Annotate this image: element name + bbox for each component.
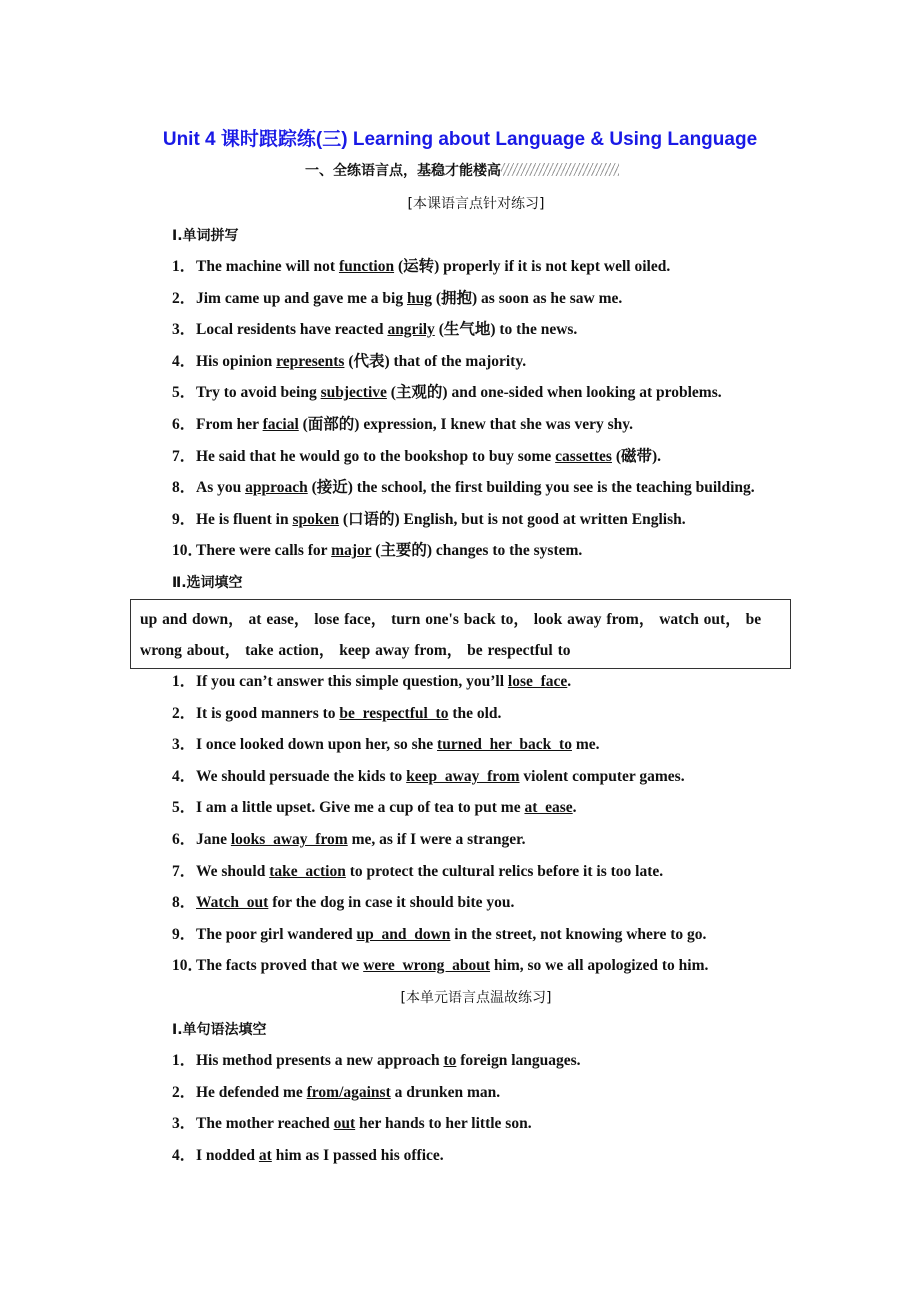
item-answer: looks away from <box>230 830 348 848</box>
exercise-item <box>172 830 812 862</box>
item-number: 1． <box>172 673 196 690</box>
item-text: (口语的) English, but is not good at written English. <box>338 510 686 528</box>
item-text: (运转) properly if it is not kept well oiled. <box>394 258 671 275</box>
item-text: If you can’t answer this simple question, you’ll <box>196 673 508 690</box>
item-number: 2． <box>172 704 196 722</box>
item-number: 4． <box>172 1146 196 1164</box>
item-answer: keep away from <box>406 767 520 785</box>
item-answer: take action <box>269 862 346 880</box>
item-text: He said that he would go to the bookshop to buy some <box>196 447 556 465</box>
item-text: The poor girl wandered <box>196 925 357 943</box>
item-text: (拥抱) as soon as he saw me. <box>431 289 623 307</box>
item-text: me, as if I were a stranger. <box>347 830 526 848</box>
part-heading <box>305 160 619 180</box>
item-answer: at ease <box>524 799 573 817</box>
exercise-item <box>172 541 812 573</box>
item-number: 9． <box>172 925 196 943</box>
item-number: 3． <box>172 1115 196 1133</box>
exercise-item <box>172 289 812 321</box>
exercise-item <box>172 415 812 447</box>
item-answer: were wrong about <box>363 957 491 975</box>
exercise-item <box>172 956 812 988</box>
item-text: a drunken man. <box>390 1083 501 1101</box>
item-text: (接近) the school, the first building you see is the teaching building. <box>307 479 755 497</box>
exercise-item <box>172 510 812 542</box>
item-answer: cassettes <box>555 447 612 465</box>
item-number: 1． <box>172 1052 196 1069</box>
item-text: The mother reached <box>196 1115 334 1133</box>
exercise-item <box>172 1146 812 1178</box>
item-answer: from/against <box>306 1083 391 1101</box>
subsection-label-2: [本单元语言点温故练习] <box>400 990 552 1006</box>
item-answer: at <box>258 1146 272 1164</box>
exercise-item <box>172 447 812 479</box>
item-number: 2． <box>172 1083 196 1101</box>
item-text: He is fluent in <box>196 510 293 528</box>
subsection-label-1: [本课语言点针对练习] <box>407 196 545 212</box>
item-text: for the dog in case it should bite you. <box>268 894 515 912</box>
item-answer: to <box>443 1052 457 1069</box>
item-text: The facts proved that we <box>196 957 364 975</box>
item-number: 8． <box>172 479 196 497</box>
item-answer: angrily <box>387 321 435 339</box>
phrase-bank-box <box>130 599 791 669</box>
item-number: 3． <box>172 736 196 754</box>
item-text: (磁带). <box>611 447 662 465</box>
item-text: There were calls for <box>196 542 332 560</box>
section-heading-phrase-fill: Ⅱ.选词填空 <box>172 575 243 591</box>
item-text: (主观的) and one-sided when looking at problems. <box>386 384 722 402</box>
item-answer: Watch out <box>196 894 269 912</box>
item-text: I nodded <box>196 1146 259 1164</box>
item-answer: up and down <box>356 925 451 943</box>
hatch-decoration <box>501 163 619 176</box>
item-answer: facial <box>262 415 299 433</box>
item-number: 8． <box>172 894 196 912</box>
item-text: Local residents have reacted <box>196 321 388 339</box>
exercise-item <box>172 798 812 830</box>
item-text: me. <box>571 736 600 754</box>
item-text: (生气地) to the news. <box>434 321 578 339</box>
item-number: 6． <box>172 830 196 848</box>
exercise-item <box>172 1083 812 1115</box>
item-answer: hug <box>406 289 432 307</box>
item-text: From her <box>196 415 263 433</box>
item-text: We should persuade the kids to <box>196 767 407 785</box>
item-text: I once looked down upon her, so she <box>196 736 438 754</box>
item-text: I am a little upset. Give me a cup of tea to put me <box>196 799 525 817</box>
exercise-item <box>172 735 812 767</box>
item-number: 2． <box>172 289 196 307</box>
item-answer: be respectful to <box>339 704 449 722</box>
item-text: foreign languages. <box>456 1052 581 1069</box>
phrase-bank-line-2: wrong about， take action， keep away from， be respectful to <box>140 642 571 659</box>
item-number: 4． <box>172 352 196 370</box>
item-text: the old. <box>448 704 502 722</box>
section-heading-spelling: Ⅰ.单词拼写 <box>172 228 239 244</box>
section-heading-grammar-fill: Ⅰ.单句语法填空 <box>172 1022 267 1038</box>
item-number: 3． <box>172 321 196 339</box>
item-number: 7． <box>172 862 196 880</box>
item-number: 5． <box>172 384 196 402</box>
part-heading-text: 一、全练语言点，基稳才能楼高 <box>305 163 501 179</box>
item-text: He defended me <box>196 1083 307 1101</box>
item-answer: major <box>331 542 372 560</box>
item-text: Jane <box>196 830 231 848</box>
item-number: 1． <box>172 258 196 275</box>
exercise-item <box>172 478 812 510</box>
exercise-item <box>172 704 812 736</box>
exercise-item <box>172 320 812 352</box>
exercise-item <box>172 1114 812 1146</box>
item-number: 4． <box>172 767 196 785</box>
item-text: (主要的) changes to the system. <box>371 542 583 560</box>
exercise-item <box>172 1051 812 1083</box>
item-answer: function <box>338 258 395 275</box>
spelling-list <box>172 257 812 573</box>
item-text: Try to avoid being <box>196 384 321 402</box>
item-text: Jim came up and gave me a big <box>196 289 407 307</box>
item-number: 10． <box>172 542 204 560</box>
phrase-fill-list <box>172 672 812 988</box>
item-number: 9． <box>172 510 196 528</box>
item-answer: represents <box>276 352 345 370</box>
exercise-item <box>172 383 812 415</box>
item-answer: turned her back to <box>437 736 572 754</box>
grammar-fill-list <box>172 1051 812 1177</box>
exercise-item <box>172 893 812 925</box>
item-text: His opinion <box>196 352 277 370</box>
item-text: . <box>572 799 577 817</box>
phrase-bank-line-1: up and down， at ease， lose face， turn one's back to， look away from， watch out， be <box>140 611 762 628</box>
item-answer: spoken <box>292 510 339 528</box>
document-title: Unit 4 课时跟踪练(三) Learning about Language & Using Language <box>162 129 758 150</box>
item-answer: approach <box>245 479 308 497</box>
exercise-item <box>172 352 812 384</box>
item-text: . <box>567 673 572 690</box>
item-text: in the street, not knowing where to go. <box>450 925 707 943</box>
item-text: His method presents a new approach <box>196 1052 444 1069</box>
item-number: 5． <box>172 799 196 817</box>
item-text: We should <box>196 862 270 880</box>
item-number: 6． <box>172 415 196 433</box>
item-text: The machine will not <box>196 258 339 275</box>
exercise-item <box>172 925 812 957</box>
item-text: him as I passed his office. <box>271 1146 444 1164</box>
exercise-item <box>172 862 812 894</box>
item-answer: out <box>333 1115 356 1133</box>
item-text: him, so we all apologized to him. <box>490 957 709 975</box>
exercise-item <box>172 672 812 704</box>
item-text: (代表) that of the majority. <box>344 352 527 370</box>
item-answer: lose face <box>507 673 568 690</box>
exercise-item <box>172 257 812 289</box>
item-text: It is good manners to <box>196 704 340 722</box>
item-text: to protect the cultural relics before it is too late. <box>345 862 664 880</box>
item-text: violent computer games. <box>519 767 685 785</box>
item-number: 7． <box>172 447 196 465</box>
exercise-item <box>172 767 812 799</box>
item-number: 10． <box>172 957 204 975</box>
item-text: her hands to her little son. <box>355 1115 532 1133</box>
item-text: (面部的) expression, I knew that she was very shy. <box>298 415 634 433</box>
item-text: As you <box>196 479 246 497</box>
item-answer: subjective <box>320 384 387 402</box>
